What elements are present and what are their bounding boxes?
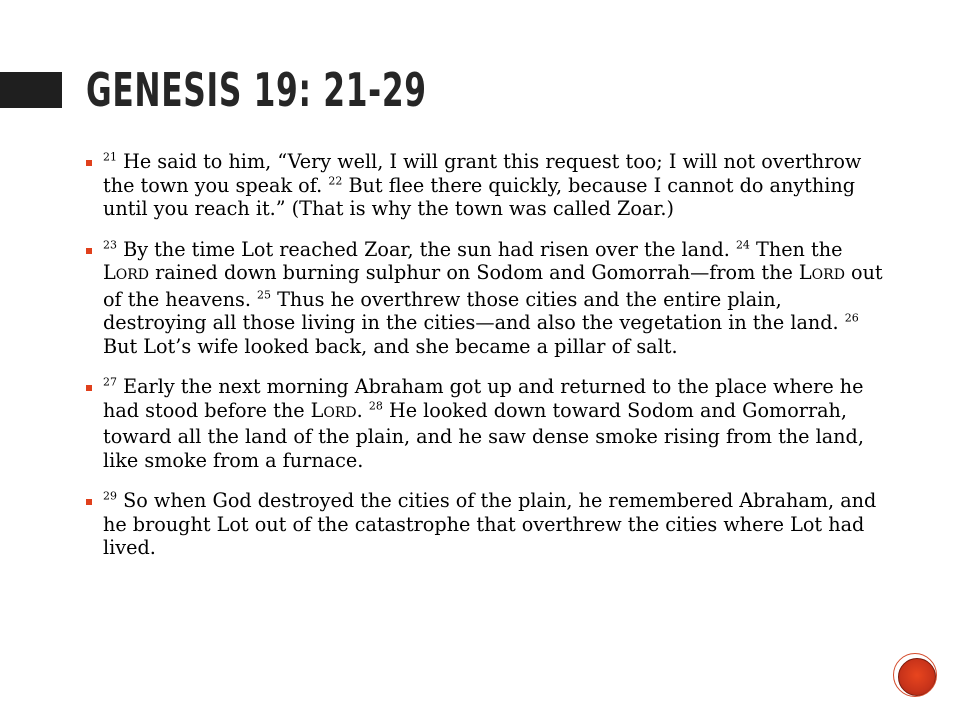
verse-number: 21 (103, 150, 117, 164)
verse-number: 27 (103, 375, 117, 389)
nav-ring (893, 653, 937, 697)
small-caps-text: ORD (115, 267, 149, 283)
verse-text: Thus he overthrew those cities and the entire plain, destroying all those living in the cities—and also the vegetation in the land. (103, 287, 845, 334)
verse-number: 28 (368, 399, 383, 413)
verse-text: By the time Lot reached Zoar, the sun had risen over the land. (117, 237, 736, 261)
verse-text: So when God destroyed the cities of the plain, he remembered Abraham, and he brought Lot out of the catastrophe that overthrew the cities where Lot had lived. (103, 489, 877, 559)
title-accent-bar (0, 72, 62, 108)
verse-number: 25 (257, 288, 272, 302)
bullet-item (86, 375, 886, 472)
bullet-list (86, 150, 886, 577)
verse-number: 26 (844, 311, 859, 325)
verse-text: But flee there quickly, because I cannot do anything until you reach it.” (That is why the town was called Zoar.) (103, 173, 855, 220)
verse-text: He looked down toward Sodom and Gomorrah, toward all the land of the plain, and he saw dense smoke rising from the land, like smoke from a furnace. (103, 398, 864, 472)
verse-text: He said to him, “Very well, I will grant this request too; I will not overthrow the town you speak of. (103, 150, 862, 197)
verse-number: 22 (328, 174, 343, 188)
bullet-marker-icon (86, 499, 92, 505)
slide-title: GENESIS 19: 21-29 (86, 63, 427, 117)
small-caps-text: ORD (323, 404, 357, 421)
verse-number: 24 (735, 238, 750, 252)
bullet-item (86, 489, 886, 560)
bullet-marker-icon (86, 160, 92, 166)
verse-text: But Lot’s wife looked back, and she became a pillar of salt. (103, 334, 678, 358)
verse-text: rained down burning sulphur on Sodom and Gomorrah—from the L (149, 261, 812, 284)
bullet-item (86, 238, 886, 359)
verse-text: Early the next morning Abraham got up and returned to the place where he had stood before the L (103, 375, 864, 422)
verse-text: . (356, 398, 369, 422)
verse-text: Then the L (103, 237, 843, 284)
slide-nav-button[interactable] (896, 656, 940, 700)
bullet-marker-icon (86, 248, 92, 254)
bullet-marker-icon (86, 385, 92, 391)
small-caps-text: ORD (811, 267, 845, 283)
verse-number: 23 (103, 238, 117, 252)
bullet-item (86, 150, 886, 221)
verse-number: 29 (103, 489, 117, 503)
verse-text: out of the heavens. (103, 261, 883, 311)
